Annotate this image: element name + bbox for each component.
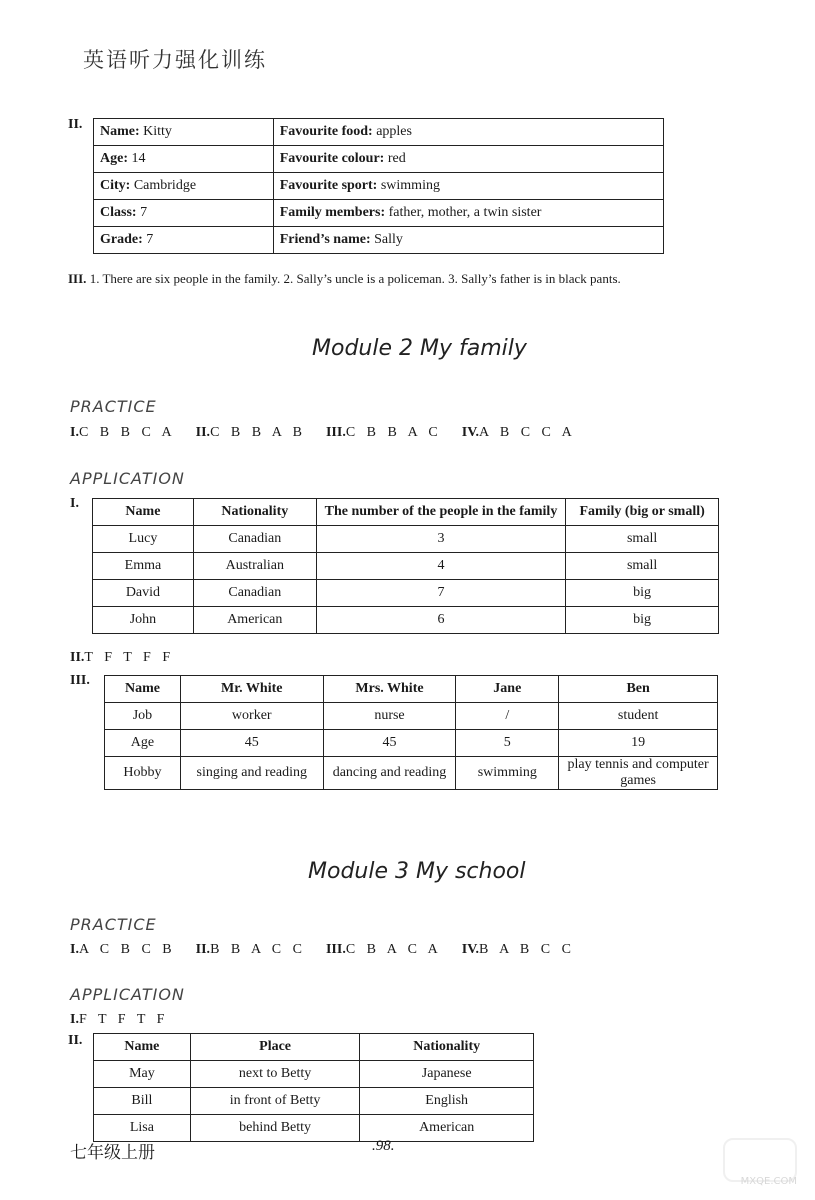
section-iii-line bbox=[68, 271, 621, 287]
module3-title: Module 3 My school bbox=[308, 859, 526, 884]
column-header: Nationality bbox=[360, 1034, 534, 1061]
answer-values: A C B C B bbox=[78, 942, 172, 957]
module3-practice-label: PRACTICE bbox=[70, 915, 157, 934]
watermark-text: MXQE.COM bbox=[740, 1176, 797, 1187]
module2-table2-mark: III. bbox=[70, 673, 90, 688]
right-value: father, mother, a twin sister bbox=[385, 205, 542, 220]
table-cell: Bill bbox=[94, 1088, 191, 1115]
answer-values: C B B C A bbox=[78, 425, 172, 440]
page-number: .98. bbox=[372, 1138, 395, 1154]
module2-title: Module 2 My family bbox=[312, 336, 527, 361]
answer-group bbox=[196, 942, 302, 957]
table-row bbox=[105, 730, 718, 757]
left-label: Class: bbox=[100, 205, 137, 220]
table-cell bbox=[273, 146, 663, 173]
table-row bbox=[93, 553, 719, 580]
book-title: 英语听力强化训练 bbox=[83, 48, 267, 72]
table-cell: David bbox=[93, 580, 194, 607]
module3-application-label: APPLICATION bbox=[70, 985, 185, 1004]
module3-i-mark: I. bbox=[70, 1012, 79, 1027]
table-cell: student bbox=[559, 703, 718, 730]
column-header: Name bbox=[93, 499, 194, 526]
right-label: Family members: bbox=[279, 205, 386, 220]
table-row bbox=[94, 227, 664, 254]
left-label: City: bbox=[100, 178, 131, 193]
answer-group bbox=[462, 942, 571, 957]
answer-mark: II. bbox=[195, 425, 211, 440]
answer-values: C B B A B bbox=[210, 425, 302, 440]
table-cell: next to Betty bbox=[190, 1061, 360, 1088]
section-iii-text: 1. There are six people in the family. 2. Sally’s uncle is a policeman. 3. Sally’s father is in black pants. bbox=[86, 271, 621, 286]
answer-mark: IV. bbox=[461, 942, 480, 957]
right-label: Friend’s name: bbox=[279, 232, 371, 247]
table-cell: 3 bbox=[316, 526, 566, 553]
answer-group bbox=[326, 425, 438, 440]
section-mark-iii: III. bbox=[68, 271, 87, 286]
table-cell: 45 bbox=[323, 730, 456, 757]
table-cell: 19 bbox=[559, 730, 718, 757]
answer-group bbox=[196, 425, 302, 440]
table-row bbox=[94, 1061, 534, 1088]
table-cell: Canadian bbox=[193, 580, 316, 607]
module3-practice-answers bbox=[70, 942, 595, 958]
table-row bbox=[93, 580, 719, 607]
right-label: Favourite sport: bbox=[279, 178, 378, 193]
table-row bbox=[93, 607, 719, 634]
table-cell: Australian bbox=[193, 553, 316, 580]
left-label: Grade: bbox=[100, 232, 143, 247]
left-value: 7 bbox=[142, 232, 154, 247]
table-cell: big bbox=[566, 607, 719, 634]
module2-practice-label: PRACTICE bbox=[70, 397, 157, 416]
answer-values: A B C C A bbox=[479, 425, 572, 440]
table-cell: Lucy bbox=[93, 526, 194, 553]
left-value: Cambridge bbox=[130, 178, 197, 193]
column-header: The number of the people in the family bbox=[316, 499, 566, 526]
kitty-table bbox=[93, 118, 664, 254]
table-row bbox=[105, 757, 718, 790]
table-cell: American bbox=[360, 1115, 534, 1142]
table-cell: Canadian bbox=[193, 526, 316, 553]
table-cell: Age bbox=[105, 730, 181, 757]
table-cell bbox=[273, 173, 663, 200]
table-cell: May bbox=[94, 1061, 191, 1088]
table-cell: Emma bbox=[93, 553, 194, 580]
answer-mark: I. bbox=[70, 425, 79, 440]
column-header: Name bbox=[94, 1034, 191, 1061]
table-cell: English bbox=[360, 1088, 534, 1115]
module3-i-line bbox=[70, 1012, 164, 1028]
column-header: Family (big or small) bbox=[566, 499, 719, 526]
column-header: Nationality bbox=[193, 499, 316, 526]
column-header: Place bbox=[190, 1034, 360, 1061]
module2-table1-mark: I. bbox=[70, 496, 79, 511]
table-cell: Job bbox=[105, 703, 181, 730]
right-value: apples bbox=[372, 124, 412, 139]
answer-mark: IV. bbox=[461, 425, 480, 440]
table-cell: American bbox=[193, 607, 316, 634]
module2-application-label: APPLICATION bbox=[70, 469, 185, 488]
answer-values: B A B C C bbox=[479, 942, 571, 957]
answer-group bbox=[326, 942, 438, 957]
seating-table bbox=[93, 1033, 534, 1142]
answer-mark: II. bbox=[195, 942, 211, 957]
left-label: Age: bbox=[100, 151, 128, 166]
right-value: red bbox=[384, 151, 406, 166]
table-cell: behind Betty bbox=[190, 1115, 360, 1142]
answer-values: C B B A C bbox=[345, 425, 438, 440]
table-cell: Hobby bbox=[105, 757, 181, 790]
answer-values: C B A C A bbox=[345, 942, 438, 957]
left-label: Name: bbox=[100, 124, 140, 139]
table-row bbox=[94, 173, 664, 200]
table-cell bbox=[94, 173, 274, 200]
answer-mark: I. bbox=[70, 942, 79, 957]
table-cell bbox=[273, 200, 663, 227]
table-cell: swimming bbox=[456, 757, 559, 790]
column-header: Ben bbox=[559, 676, 718, 703]
table-cell: small bbox=[566, 526, 719, 553]
table-cell: worker bbox=[180, 703, 323, 730]
left-value: Kitty bbox=[139, 124, 172, 139]
answer-group bbox=[462, 425, 572, 440]
column-header: Mrs. White bbox=[323, 676, 456, 703]
answer-group bbox=[70, 425, 172, 440]
table-cell: 45 bbox=[180, 730, 323, 757]
left-value: 7 bbox=[136, 205, 148, 220]
table-row bbox=[105, 703, 718, 730]
table-cell bbox=[94, 200, 274, 227]
table-cell: Japanese bbox=[360, 1061, 534, 1088]
white-family-table bbox=[104, 675, 718, 790]
module2-ii-line bbox=[70, 650, 170, 666]
table-cell: 6 bbox=[316, 607, 566, 634]
section-mark-ii: II. bbox=[68, 117, 83, 132]
table-cell: small bbox=[566, 553, 719, 580]
table-cell: 5 bbox=[456, 730, 559, 757]
right-label: Favourite food: bbox=[279, 124, 373, 139]
table-cell: in front of Betty bbox=[190, 1088, 360, 1115]
table-cell: dancing and reading bbox=[323, 757, 456, 790]
table-row bbox=[94, 119, 664, 146]
table-cell: John bbox=[93, 607, 194, 634]
module3-table-mark: II. bbox=[68, 1033, 83, 1048]
column-header: Mr. White bbox=[180, 676, 323, 703]
table-cell bbox=[94, 146, 274, 173]
left-value: 14 bbox=[128, 151, 146, 166]
table-cell: play tennis and computer games bbox=[559, 757, 718, 790]
table-cell: 4 bbox=[316, 553, 566, 580]
module2-ii-answers: T F T F F bbox=[84, 650, 171, 665]
answer-group bbox=[70, 942, 172, 957]
table-cell: 7 bbox=[316, 580, 566, 607]
module2-practice-answers bbox=[70, 425, 596, 441]
table-row bbox=[94, 1115, 534, 1142]
answer-mark: III. bbox=[325, 425, 346, 440]
module3-i-answers: F T F T F bbox=[78, 1012, 165, 1027]
right-value: swimming bbox=[377, 178, 440, 193]
table-cell bbox=[273, 227, 663, 254]
column-header: Name bbox=[105, 676, 181, 703]
table-cell: nurse bbox=[323, 703, 456, 730]
answer-mark: III. bbox=[325, 942, 346, 957]
table-cell: / bbox=[456, 703, 559, 730]
table-cell: singing and reading bbox=[180, 757, 323, 790]
family-table bbox=[92, 498, 719, 634]
table-row bbox=[94, 1088, 534, 1115]
table-cell: Lisa bbox=[94, 1115, 191, 1142]
table-cell bbox=[273, 119, 663, 146]
right-value: Sally bbox=[370, 232, 403, 247]
table-cell bbox=[94, 119, 274, 146]
table-row bbox=[93, 526, 719, 553]
table-row bbox=[94, 146, 664, 173]
module2-ii-mark: II. bbox=[70, 650, 85, 665]
right-label: Favourite colour: bbox=[279, 151, 385, 166]
table-cell bbox=[94, 227, 274, 254]
answer-values: B B A C C bbox=[210, 942, 302, 957]
footer-grade: 七年级上册 bbox=[70, 1143, 155, 1163]
table-row bbox=[94, 200, 664, 227]
column-header: Jane bbox=[456, 676, 559, 703]
table-cell: big bbox=[566, 580, 719, 607]
